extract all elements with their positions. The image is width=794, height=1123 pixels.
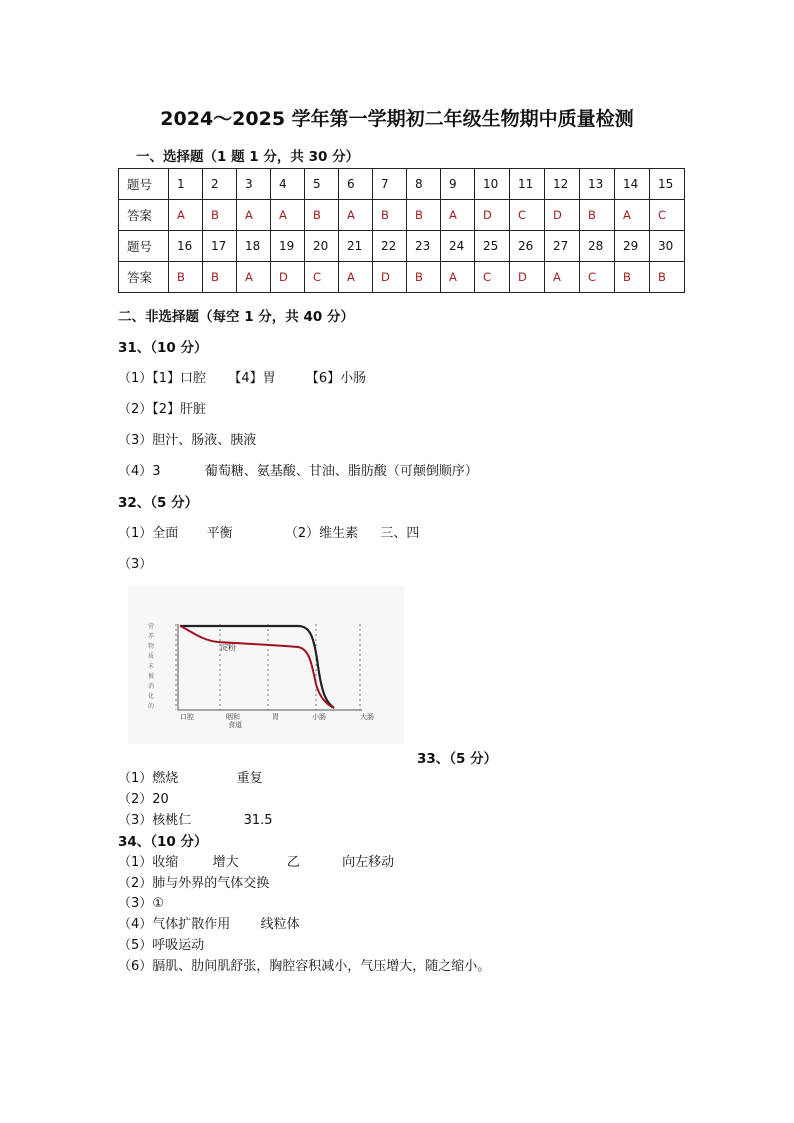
question-number-cell: 6 (339, 169, 373, 200)
answer-cell: D (510, 262, 545, 293)
question-number-row (119, 169, 685, 200)
question-number-cell: 24 (441, 231, 475, 262)
row-label-answer: 答案 (119, 200, 169, 231)
q33-l3-part2: 31.5 (243, 813, 273, 828)
question-number-cell: 18 (237, 231, 271, 262)
answer-cell: A (169, 200, 203, 231)
answer-cell: B (203, 262, 237, 293)
question-number-cell: 17 (203, 231, 237, 262)
answer-cell: C (650, 200, 685, 231)
answer-cell: B (203, 200, 237, 231)
answer-cell: C (510, 200, 545, 231)
question-number-cell: 30 (650, 231, 685, 262)
q34-l1-part3: 乙 (286, 855, 300, 870)
question-number-row (119, 231, 685, 262)
question-number-cell: 22 (373, 231, 407, 262)
question-number-cell: 12 (545, 169, 580, 200)
q33-line1 (118, 767, 263, 786)
question-number-cell: 13 (580, 169, 615, 200)
q31-line4 (118, 460, 478, 479)
question-number-cell: 3 (237, 169, 271, 200)
answer-cell: C (475, 262, 510, 293)
question-number-cell: 2 (203, 169, 237, 200)
answer-row (119, 200, 685, 231)
q34-l1-part2: 增大 (212, 855, 239, 870)
svg-text:物: 物 (148, 643, 155, 650)
answer-cell: B (580, 200, 615, 231)
question-number-cell: 27 (545, 231, 580, 262)
q31-line3: （3）胆汁、肠液、胰液 (118, 433, 257, 448)
answer-cell: B (305, 200, 339, 231)
answer-cell: A (615, 200, 650, 231)
q31-l1-part2: 【4】胃 (228, 371, 276, 386)
q33-l1-part1: （1）燃烧 (118, 771, 179, 786)
answer-cell: A (441, 200, 475, 231)
q31-line2: （2）【2】肝脏 (118, 402, 207, 417)
answer-cell: B (407, 262, 441, 293)
answer-cell: A (339, 262, 373, 293)
q31-l1-part1: （1）【1】口腔 (118, 371, 207, 386)
svg-text:化: 化 (148, 693, 155, 700)
svg-text:质: 质 (148, 653, 155, 660)
x-axis-label: 胃 (272, 713, 279, 721)
q33-l3-part1: （3）核桃仁 (118, 813, 192, 828)
q31-l1-part3: 【6】小肠 (305, 371, 367, 386)
svg-text:被: 被 (148, 673, 155, 680)
svg-text:未: 未 (148, 663, 155, 670)
answer-cell: B (615, 262, 650, 293)
q34-line2: （2）肺与外界的气体交换 (118, 876, 270, 891)
q34-heading: 34、（10 分） (118, 834, 208, 850)
curve-label: 淀粉 (220, 643, 236, 652)
question-number-cell: 8 (407, 169, 441, 200)
row-label-question: 题号 (119, 231, 169, 262)
question-number-cell: 5 (305, 169, 339, 200)
q32-line1 (118, 522, 419, 541)
row-label-answer: 答案 (119, 262, 169, 293)
x-axis-label: 咽和 (226, 713, 240, 721)
q33-heading: 33、（5 分） (417, 751, 498, 767)
question-number-cell: 25 (475, 231, 510, 262)
x-axis-sublabel: 食道 (228, 721, 242, 729)
x-axis-label: 小肠 (312, 713, 326, 721)
question-number-cell: 20 (305, 231, 339, 262)
question-number-cell: 26 (510, 231, 545, 262)
svg-text:消: 消 (148, 683, 155, 690)
q34-l4-part2: 线粒体 (260, 917, 300, 932)
answer-cell: C (580, 262, 615, 293)
answer-cell: D (271, 262, 305, 293)
svg-text:养: 养 (148, 633, 155, 640)
q34-l4-part1: （4）气体扩散作用 (118, 917, 231, 932)
q34-line4 (118, 913, 300, 932)
q32-l1-part3: （2）维生素 (284, 526, 359, 541)
question-number-cell: 11 (510, 169, 545, 200)
question-number-cell: 21 (339, 231, 373, 262)
section2-heading: 二、非选择题（每空 1 分，共 40 分） (118, 309, 354, 325)
answer-cell: B (650, 262, 685, 293)
q34-line3: （3）① (118, 896, 164, 911)
answer-cell: D (545, 200, 580, 231)
answer-cell: A (545, 262, 580, 293)
answer-cell: B (373, 200, 407, 231)
question-number-cell: 29 (615, 231, 650, 262)
answer-row (119, 262, 685, 293)
q34-line1 (118, 851, 394, 870)
q32-l1-part2: 平衡 (206, 526, 233, 541)
answer-cell: D (475, 200, 510, 231)
q32-line3: （3） (118, 557, 153, 572)
q31-l4-part2: 葡萄糖、氨基酸、甘油、脂肪酸（可颠倒顺序） (204, 464, 478, 479)
question-number-cell: 7 (373, 169, 407, 200)
q31-line1 (118, 367, 366, 386)
question-number-cell: 16 (169, 231, 203, 262)
question-number-cell: 15 (650, 169, 685, 200)
question-number-cell: 14 (615, 169, 650, 200)
answer-cell: C (305, 262, 339, 293)
answer-cell: B (169, 262, 203, 293)
question-number-cell: 28 (580, 231, 615, 262)
question-number-cell: 4 (271, 169, 305, 200)
svg-text:营: 营 (148, 623, 155, 630)
answer-cell: A (441, 262, 475, 293)
answer-cell: A (339, 200, 373, 231)
answer-cell: A (271, 200, 305, 231)
row-label-question: 题号 (119, 169, 169, 200)
answer-table (118, 168, 685, 293)
q34-line6: （6）膈肌、肋间肌舒张，胸腔容积减小，气压增大，随之缩小。 (118, 959, 491, 974)
q34-l1-part1: （1）收缩 (118, 855, 179, 870)
q32-l1-part1: （1）全面 (118, 526, 179, 541)
answer-cell: B (407, 200, 441, 231)
q31-l4-part1: （4）3 (118, 464, 161, 479)
q34-l1-part4: 向左移动 (342, 855, 395, 870)
q32-heading: 32、（5 分） (118, 495, 199, 511)
answer-cell: A (237, 200, 271, 231)
page-title: 2024～2025 学年第一学期初二年级生物期中质量检测 (160, 108, 634, 130)
question-number-cell: 9 (441, 169, 475, 200)
q31-heading: 31、（10 分） (118, 340, 208, 356)
q33-line3 (118, 809, 273, 828)
section1-heading: 一、选择题（1 题 1 分，共 30 分） (136, 149, 360, 165)
q33-l1-part2: 重复 (236, 771, 263, 786)
svg-text:的: 的 (148, 703, 155, 710)
question-number-cell: 1 (169, 169, 203, 200)
question-number-cell: 19 (271, 231, 305, 262)
q33-line2: （2）20 (118, 792, 169, 807)
x-axis-label: 口腔 (180, 713, 194, 721)
q32-l1-part4: 三、四 (380, 526, 420, 541)
q34-line5: （5）呼吸运动 (118, 938, 205, 953)
answer-cell: A (237, 262, 271, 293)
digestion-curve-figure (128, 586, 404, 744)
y-axis-glyphs (148, 622, 154, 710)
question-number-cell: 23 (407, 231, 441, 262)
answer-cell: D (373, 262, 407, 293)
question-number-cell: 10 (475, 169, 510, 200)
x-axis-label: 大肠 (360, 713, 374, 721)
